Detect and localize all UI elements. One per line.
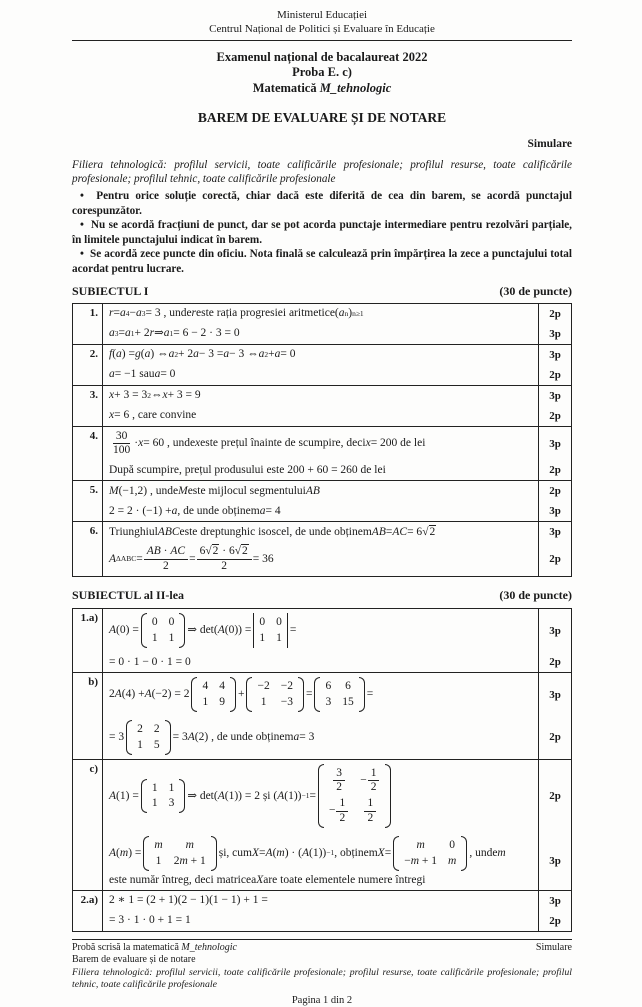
barem-row	[73, 304, 571, 345]
subject-prefix: Matematică	[252, 80, 320, 95]
solution-line	[103, 304, 571, 324]
row-number: c)	[73, 760, 103, 890]
solution-step: A ( m ) = m m 1 2m + 1 și, cum X = A ( m ) · ( A (1)) −1 , obținem X = m 0 −m + 1 m , unde m este număr întreg, deci matricea X are toate elementele numere întregi	[103, 832, 538, 890]
ministry-name: Ministerul Educației	[276, 9, 368, 21]
points-value: 3p	[538, 386, 571, 406]
barem-row	[73, 427, 571, 481]
points-value: 3p	[538, 673, 571, 716]
points-value: 2p	[538, 911, 571, 931]
matrix: 2 2 1 5	[126, 720, 171, 755]
solution-line	[103, 609, 571, 652]
sqrt-symbol: √ 2	[205, 544, 219, 557]
footer-proba-prefix: Probă scrisă la matematică	[72, 941, 182, 953]
row-number: 4.	[73, 427, 103, 480]
solution-line	[103, 522, 571, 542]
matrix: 4 4 1 9	[191, 677, 236, 712]
points-value: 2p	[538, 716, 571, 759]
section-1-heading	[72, 284, 572, 300]
points-value: 3p	[538, 609, 571, 652]
solution-step: Triunghiul ABC este dreptunghic isoscel, de unde obținem AB = AC = 6 √ 2	[103, 522, 538, 542]
barem-row	[73, 760, 571, 891]
points-value: 3p	[538, 832, 571, 890]
solution-line	[103, 345, 571, 365]
row-number: 6.	[73, 522, 103, 575]
solution-line	[103, 911, 571, 931]
page-number: Pagina 1 din 2	[291, 995, 353, 1007]
solution-line	[103, 460, 571, 480]
solution-line	[103, 406, 571, 426]
page-footer	[72, 939, 572, 1007]
grading-rule: • Nu se acordă fracțiuni de punct, dar se pot acorda punctaje intermediare pentru rezolvări parțiale, în limitele punctajului indicat în barem.	[72, 218, 572, 247]
barem-row	[73, 481, 571, 522]
section-2-heading	[72, 588, 572, 604]
points-value: 3p	[538, 522, 571, 542]
solution-step: $\frac{30}{100}$ · x = 60 , unde x este prețul înainte de scumpire, deci x = 200 de lei	[103, 427, 538, 460]
footer-filiera: Filiera tehnologică: profilul servicii, toate calificările profesionale; profilul resurse, toate calificările profesionale; profilul tehnic, toate calificările profesionale	[72, 966, 572, 990]
header-divider	[72, 40, 572, 41]
solution-step: x + 3 = 3 2 ⇔ x + 3 = 9	[109, 389, 201, 402]
sqrt-symbol: √ 2	[422, 525, 436, 540]
solution-step: x = 6 , care convine	[109, 409, 197, 422]
solution-line	[103, 427, 571, 460]
exam-proba: Proba E. c)	[292, 65, 352, 80]
points-value: 2p	[538, 652, 571, 672]
barem-row	[73, 522, 571, 575]
solution-line	[103, 501, 571, 521]
matrix: 0 0 1 1	[141, 613, 186, 648]
grading-rule: • Se acordă zece puncte din oficiu. Nota finală se calculează prin împărțirea la zece a punctajului total acordat pentru lucrare.	[72, 247, 572, 276]
row-number: 2.a)	[73, 891, 103, 931]
points-value: 3p	[538, 345, 571, 365]
fraction: $\frac{1}{2}$	[368, 767, 380, 794]
points-value: 3p	[538, 427, 571, 460]
barem-row	[73, 609, 571, 673]
center-name: Centrul Național de Politici și Evaluare în Educație	[209, 22, 435, 35]
row-number: 1.a)	[73, 609, 103, 672]
footer-subject-name: M_tehnologic	[181, 941, 237, 953]
points-value: 2p	[538, 304, 571, 324]
solution-step: r = a 4 − a 3 = 3 , unde r este rația progresiei aritmetice ( a n ) n≥1	[109, 307, 364, 320]
barem-row	[73, 891, 571, 931]
solution-step: A (1) = 1 1 1 3 ⇒ det( A (1)) = 2 și ( A (1)) −1 = $\frac{3}{2}$ − $\frac{1}{2}$ − $\frac{1}{2}$ $\frac{1}{2}$	[103, 760, 538, 832]
points-value: 3p	[538, 324, 571, 344]
solution-step: f ( a ) = g ( a ) ⇔ a 2 + 2 a − 3 = a − 3 ⇔ a 2 + a = 0	[109, 348, 296, 361]
solution-line	[103, 481, 571, 501]
points-value: 2p	[538, 460, 571, 480]
header-org	[72, 9, 572, 37]
solution-line	[103, 760, 571, 832]
solution-step: = 3 2 2 1 5 = 3 A (2) , de unde obținem a = 3	[103, 716, 538, 759]
exam-title-block	[72, 50, 572, 97]
solution-step: A (0) = 0 0 1 1 ⇒ det( A (0)) = 0 0 1 1 =	[103, 609, 538, 652]
section-points: (30 de puncte)	[499, 284, 572, 299]
subject-name: M_tehnologic	[319, 80, 392, 95]
matrix: 6 6 3 15	[314, 677, 364, 712]
filiera-note: Filiera tehnologică: profilul servicii, toate calificările profesionale; profilul resurse, toate calificările profesionale; profilul tehnic, toate calificările profesionale	[72, 158, 572, 186]
solution-line	[103, 673, 571, 716]
barem-row	[73, 386, 571, 427]
row-number: 2.	[73, 345, 103, 385]
points-value: 2p	[538, 760, 571, 832]
matrix: m 0 −m + 1 m	[393, 836, 467, 871]
solution-step: a 3 = a 1 + 2 r ⇒ a 1 = 6 − 2 · 3 = 0	[109, 327, 240, 340]
solution-line	[103, 652, 571, 672]
grading-rules	[72, 189, 572, 276]
solution-line	[103, 891, 571, 911]
exam-subject	[72, 81, 572, 97]
footer-session: Simulare	[535, 941, 572, 953]
session-label: Simulare	[527, 137, 572, 150]
row-number: 1.	[73, 304, 103, 344]
points-value: 3p	[538, 501, 571, 521]
barem-table-subiect-1	[72, 303, 572, 577]
footer-proba	[72, 942, 237, 955]
barem-row	[73, 345, 571, 386]
row-number: 3.	[73, 386, 103, 426]
solution-step: A ΔABC = $\frac{AB \cdot AC}{2}$ = $\frac{6 √ 2 \cdot 6 √ 2}{2}$ = 36	[103, 542, 538, 575]
solution-step: = 0 · 1 − 0 · 1 = 0	[109, 655, 191, 668]
barem-row	[73, 673, 571, 760]
row-number: b)	[73, 673, 103, 759]
determinant: 0 0 1 1	[253, 613, 288, 648]
section-points: (30 de puncte)	[499, 587, 572, 602]
solution-line	[103, 386, 571, 406]
points-value: 3p	[538, 891, 571, 911]
matrix: 1 1 1 3	[141, 779, 186, 814]
matrix: m m 1 2m + 1	[143, 836, 216, 871]
solution-line	[103, 542, 571, 575]
matrix: $\frac{3}{2}$ − $\frac{1}{2}$ − $\frac{1}{2}$ $\frac{1}{2}$	[318, 764, 392, 828]
solution-step: M (−1,2) , unde M este mijlocul segmentului AB	[109, 484, 320, 497]
solution-step: După scumpire, prețul produsului este 200 + 60 = 260 de lei	[109, 463, 386, 476]
fraction: $\frac{AB \cdot AC}{2}$	[144, 545, 188, 572]
points-value: 2p	[538, 481, 571, 501]
solution-step: 2 ∗ 1 = (2 + 1)(2 − 1)(1 − 1) + 1 =	[109, 894, 268, 907]
points-value: 2p	[538, 365, 571, 385]
doc-title: BAREM DE EVALUARE ȘI DE NOTARE	[197, 110, 447, 126]
section-title: SUBIECTUL al II-lea	[72, 587, 185, 602]
solution-line	[103, 365, 571, 385]
fraction: $\frac{6 √ 2 \cdot 6 √ 2}{2}$	[197, 545, 252, 572]
solution-step: = 3 · 1 · 0 + 1 = 1	[109, 914, 191, 927]
section-title: SUBIECTUL I	[72, 284, 149, 299]
solution-step: a = −1 sau a = 0	[109, 368, 176, 381]
solution-line	[103, 832, 571, 890]
fraction: $\frac{1}{2}$	[364, 797, 376, 824]
matrix: −2 −2 1 −3	[246, 677, 304, 712]
footer-barem-line: Barem de evaluare și de notare	[72, 954, 196, 966]
solution-step: 2 A (4) + A (−2) = 2 4 4 1 9 + −2 −2 1 −3 = 6 6 3 15 =	[103, 673, 538, 716]
sqrt-symbol: √ 2	[235, 544, 249, 557]
fraction: $\frac{3}{2}$	[333, 767, 345, 794]
fraction: $\frac{30}{100}$	[113, 429, 131, 457]
exam-title: Examenul național de bacalaureat 2022	[216, 49, 428, 64]
solution-line	[103, 716, 571, 759]
points-value: 2p	[538, 406, 571, 426]
fraction: $\frac{1}{2}$	[336, 797, 348, 824]
points-value: 2p	[538, 542, 571, 575]
solution-line	[103, 324, 571, 344]
row-number: 5.	[73, 481, 103, 521]
solution-step: 2 = 2 · (−1) + a , de unde obținem a = 4	[109, 504, 281, 517]
grading-rule: • Pentru orice soluție corectă, chiar dacă este diferită de cea din barem, se acordă punctajul corespunzător.	[72, 189, 572, 218]
barem-table-subiect-2	[72, 608, 572, 931]
